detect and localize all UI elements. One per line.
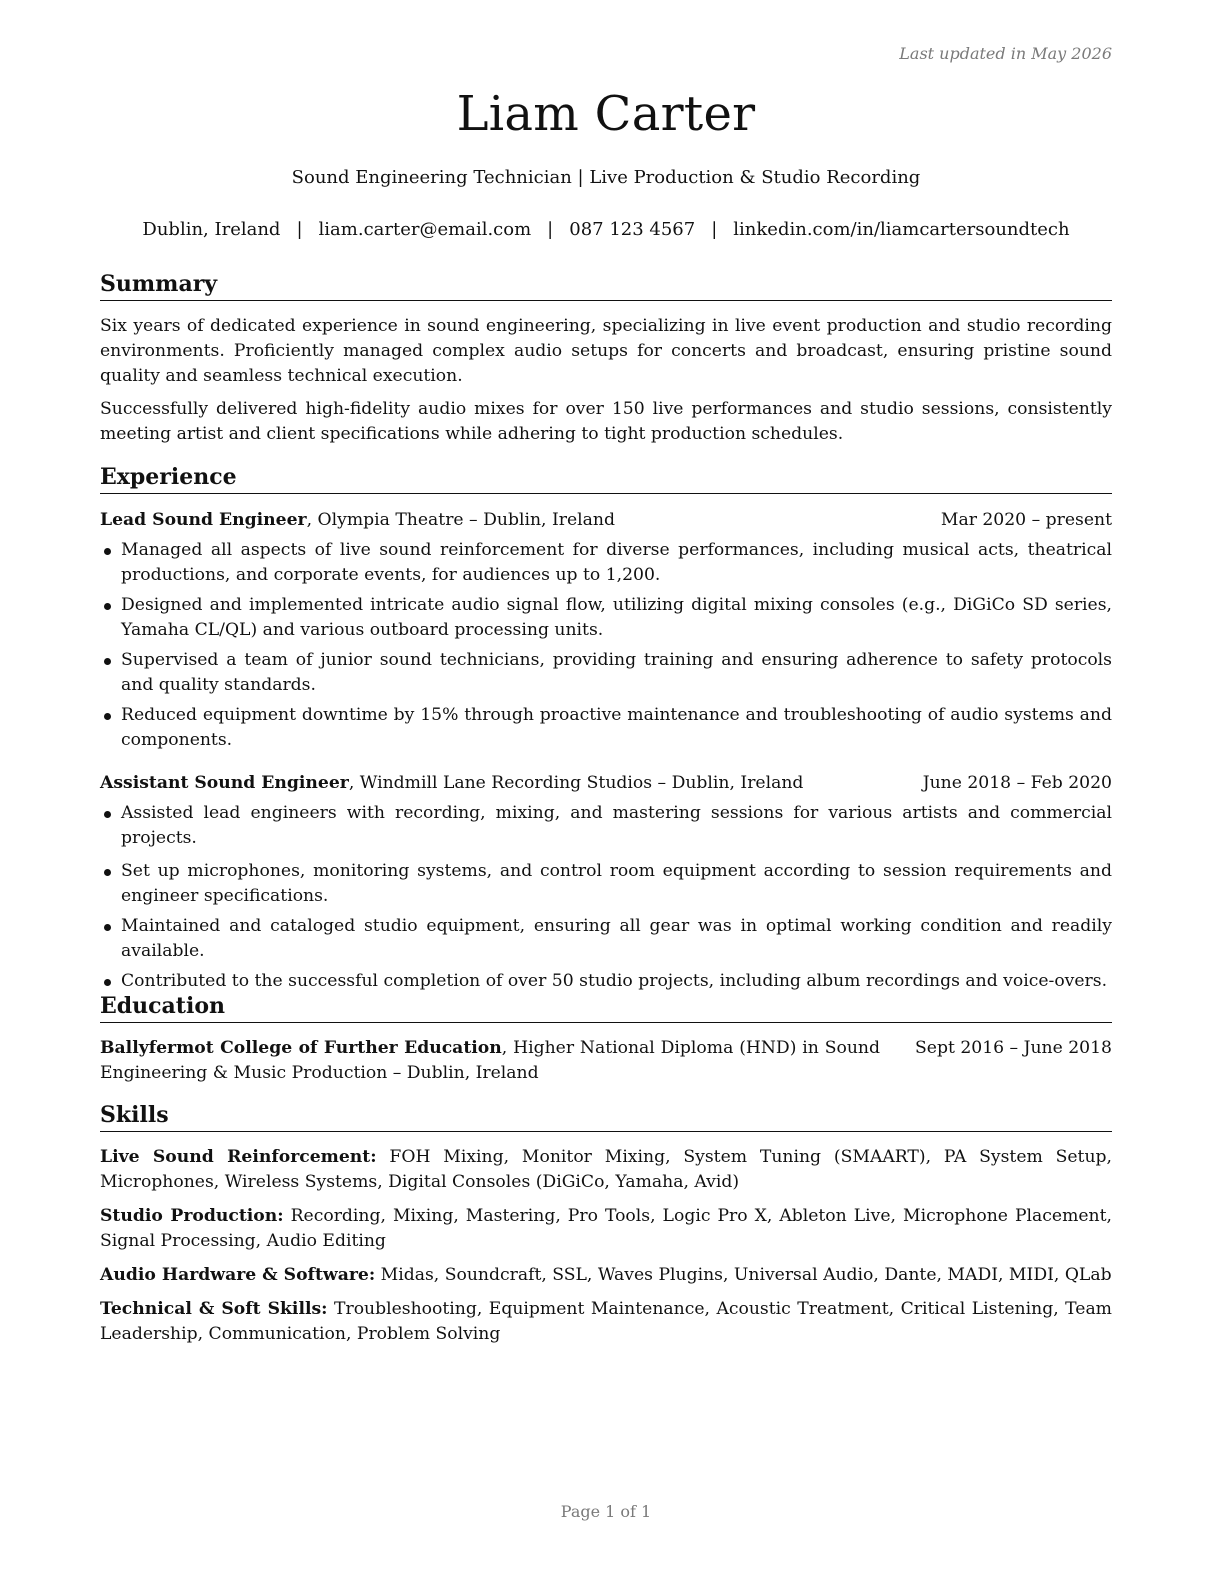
summary-heading: Summary bbox=[100, 270, 1112, 301]
contact-separator: | bbox=[296, 219, 303, 240]
contact-location: Dublin, Ireland bbox=[142, 219, 281, 240]
job-dates: June 2018 – Feb 2020 bbox=[922, 773, 1112, 793]
education-dates: Sept 2016 – June 2018 bbox=[915, 1038, 1112, 1058]
skill-group-text: Recording, Mixing, Mastering, Pro Tools, Logic Pro X, Ableton Live, Microphone Placement, Signal Processing, Audio Editing bbox=[100, 1206, 1112, 1251]
job-title-line bbox=[100, 508, 615, 533]
job-bullet: Reduced equipment downtime by 15% through proactive maintenance and troubleshooting of audio systems and components. bbox=[100, 703, 1112, 753]
education-section bbox=[100, 992, 1112, 1086]
job-bullet: Managed all aspects of live sound reinforcement for diverse performances, including musical acts, theatrical productions, and corporate events, for audiences up to 1,200. bbox=[100, 538, 1112, 588]
summary-paragraph: Six years of dedicated experience in sound engineering, specializing in live event production and studio recording environments. Proficiently managed complex audio setups for concerts and broadcast, ensuring pristine sound quality and seamless technical execution. bbox=[100, 316, 1112, 386]
skill-group-label: Studio Production: bbox=[100, 1206, 284, 1226]
skill-group-text: Troubleshooting, Equipment Maintenance, Acoustic Treatment, Critical Listening, Team Leadership, Communication, Problem Solving bbox=[100, 1299, 1112, 1344]
skill-group bbox=[100, 1204, 1112, 1254]
job-entry bbox=[100, 508, 1112, 753]
skill-group-text: FOH Mixing, Monitor Mixing, System Tuning (SMAART), PA System Setup, Microphones, Wireless Systems, Digital Consoles (DiGiCo, Yamaha, Avid) bbox=[100, 1147, 1112, 1192]
job-header bbox=[100, 508, 1112, 533]
summary-section bbox=[100, 270, 1112, 447]
job-role: Lead Sound Engineer bbox=[100, 510, 307, 530]
contact-separator: | bbox=[711, 219, 718, 240]
resume-page bbox=[100, 0, 1112, 1584]
job-organization: , Olympia Theatre – Dublin, Ireland bbox=[306, 510, 615, 530]
education-degree: , Higher National Diploma (HND) in Sound Engineering & Music Production – Dublin, Ireland bbox=[100, 1038, 880, 1083]
job-title-line bbox=[100, 771, 803, 796]
contact-linkedin-link[interactable]: linkedin.com/in/liamcartersoundtech bbox=[733, 219, 1070, 240]
education-heading: Education bbox=[100, 992, 1112, 1023]
job-header bbox=[100, 771, 1112, 796]
education-details bbox=[100, 1036, 880, 1086]
skill-group-label: Live Sound Reinforcement: bbox=[100, 1147, 377, 1167]
contact-line bbox=[100, 219, 1112, 240]
contact-phone-link[interactable]: 087 123 4567 bbox=[569, 219, 696, 240]
candidate-tagline: Sound Engineering Technician | Live Production & Studio Recording bbox=[291, 167, 921, 188]
contact-separator: | bbox=[547, 219, 554, 240]
education-school: Ballyfermot College of Further Education bbox=[100, 1038, 502, 1058]
skill-group bbox=[100, 1263, 1112, 1288]
job-bullet-list bbox=[100, 801, 1112, 994]
experience-heading: Experience bbox=[100, 463, 1112, 494]
last-updated-note: Last updated in May 2026 bbox=[899, 44, 1112, 63]
job-bullet: Supervised a team of junior sound technicians, providing training and ensuring adherence to safety protocols and quality standards. bbox=[100, 648, 1112, 698]
candidate-name: Liam Carter bbox=[456, 86, 756, 142]
education-entry bbox=[100, 1036, 1112, 1086]
summary-paragraph: Successfully delivered high-fidelity audio mixes for over 150 live performances and studio sessions, consistently meeting artist and client specifications while adhering to tight production schedules. bbox=[100, 399, 1112, 444]
experience-section bbox=[100, 463, 1112, 994]
job-bullet: Set up microphones, monitoring systems, and control room equipment according to session requirements and engineer specifications. bbox=[100, 859, 1112, 909]
skill-group bbox=[100, 1297, 1112, 1347]
job-bullet: Contributed to the successful completion of over 50 studio projects, including album recordings and voice-overs. bbox=[100, 969, 1112, 994]
job-bullet-list bbox=[100, 538, 1112, 753]
job-bullet: Designed and implemented intricate audio signal flow, utilizing digital mixing consoles (e.g., DiGiCo SD series, Yamaha CL/QL) and various outboard processing units. bbox=[100, 593, 1112, 643]
skill-group-label: Technical & Soft Skills: bbox=[100, 1299, 328, 1319]
job-role: Assistant Sound Engineer bbox=[100, 773, 349, 793]
skill-group-label: Audio Hardware & Software: bbox=[100, 1265, 376, 1285]
job-organization: , Windmill Lane Recording Studios – Dublin, Ireland bbox=[348, 773, 804, 793]
job-entry bbox=[100, 771, 1112, 994]
job-dates: Mar 2020 – present bbox=[940, 510, 1112, 530]
contact-email-link[interactable]: liam.carter@email.com bbox=[318, 219, 532, 240]
job-bullet: Assisted lead engineers with recording, mixing, and mastering sessions for various artists and commercial projects. bbox=[100, 801, 1112, 851]
skills-heading: Skills bbox=[100, 1101, 1112, 1132]
job-bullet: Maintained and cataloged studio equipment, ensuring all gear was in optimal working condition and readily available. bbox=[100, 914, 1112, 964]
skills-section bbox=[100, 1101, 1112, 1347]
skill-group-text: Midas, Soundcraft, SSL, Waves Plugins, Universal Audio, Dante, MADI, MIDI, QLab bbox=[375, 1265, 1112, 1285]
skill-group bbox=[100, 1145, 1112, 1195]
page-number: Page 1 of 1 bbox=[560, 1502, 652, 1521]
